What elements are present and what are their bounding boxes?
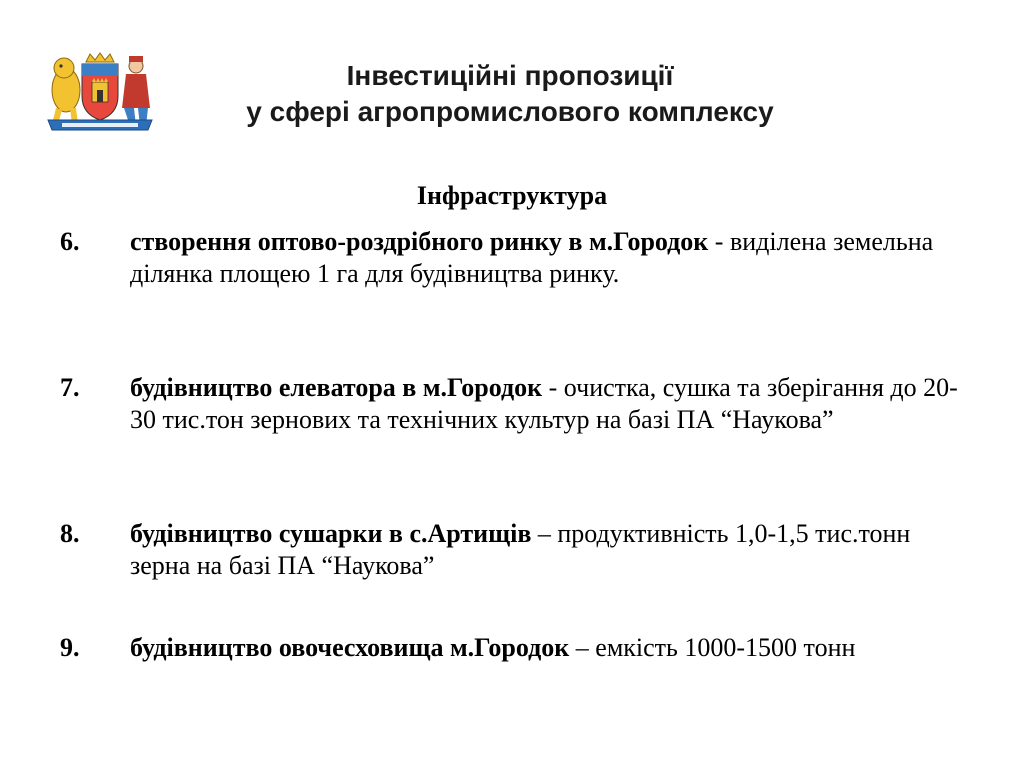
slide-title [160,58,860,130]
item-heading: створення оптово-роздрібного ринку в м.Городок [130,227,709,256]
item-description: – емкість 1000-1500 тонн [569,633,856,662]
list-item [60,632,960,664]
list-item [60,372,960,436]
item-description: - очистка, сушка та зберігання до 20-30 тис.тон зернових та технічних культур на базі ПА “Наукова” [130,373,958,434]
item-description: - виділена земельна ділянка площею 1 га для будівництва ринку. [130,227,934,288]
item-text [130,226,960,290]
item-number: 7. [60,373,80,402]
lion-supporter-icon [52,58,80,124]
item-text [130,372,960,436]
item-heading: будівництво сушарки в с.Артищів [130,519,532,548]
item-number: 9. [60,633,80,662]
list-item [60,226,960,290]
item-description: – продуктивність 1,0-1,5 тис.тонн зерна на базі ПА “Наукова” [130,519,911,580]
item-number: 6. [60,227,80,256]
list-item [60,518,960,582]
ribbon-banner-icon [48,120,152,130]
section-heading: Інфраструктура [416,181,608,210]
item-text [130,632,960,664]
item-text [130,518,960,582]
coat-of-arms-icon [44,52,156,134]
item-heading: будівництво овочесховища м.Городок [130,633,570,662]
title-line-1: Інвестиційні пропозиції [346,60,674,91]
cossack-supporter-icon [122,56,150,126]
shield-icon [82,64,118,120]
title-line-2: у сфері агропромислового комплексу [246,96,774,127]
item-number: 8. [60,519,80,548]
item-heading: будівництво елеватора в м.Городок [130,373,543,402]
